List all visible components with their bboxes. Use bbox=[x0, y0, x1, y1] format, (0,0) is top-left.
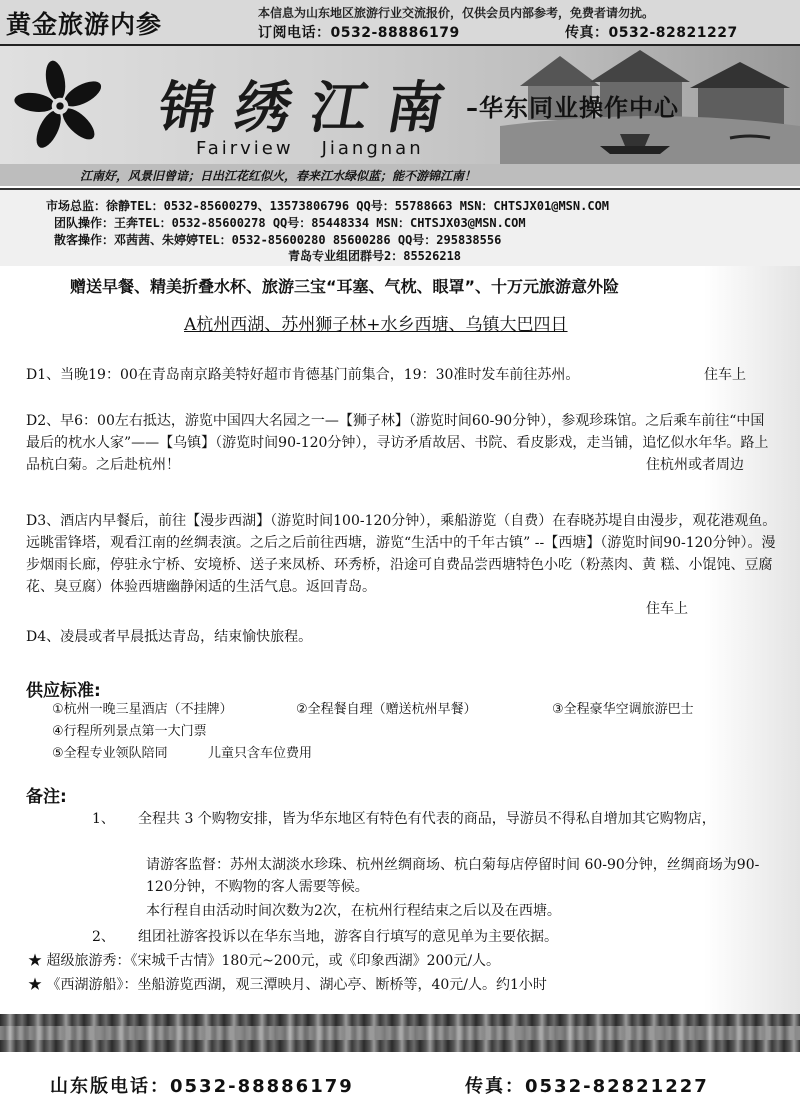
note-2-number: 2、 bbox=[92, 929, 115, 945]
brand-title: 黄金旅游内参 bbox=[6, 10, 163, 39]
notes-heading: 备注: bbox=[26, 787, 67, 807]
banner bbox=[0, 46, 800, 186]
supply-item-6: 儿童只含车位费用 bbox=[208, 746, 313, 761]
footer-fax: 传真：0532-82821227 bbox=[465, 1076, 709, 1097]
supply-item-4: ④行程所列景点第一大门票 bbox=[52, 724, 207, 739]
note-1-text: 全程共 3 个购物安排，皆为华东地区有特色有代表的商品，导游员不得私自增加其它购物店， bbox=[138, 811, 716, 827]
route-title: A杭州西湖、苏州狮子林+水乡西塘、乌镇大巴四日 bbox=[184, 315, 568, 335]
contact-line-market: 市场总监：徐静TEL：0532-85600279、13573806796 QQ号：55788663 MSN：CHTSJX01@MSN.COM bbox=[46, 199, 610, 213]
gifts-line: 赠送早餐、精美折叠水杯、旅游三宝“耳塞、气枕、眼罩”、十万元旅游意外险 bbox=[70, 277, 620, 296]
contact-block bbox=[0, 188, 800, 268]
flower-logo-icon bbox=[14, 60, 106, 152]
calligraphy-title: 锦绣江南 bbox=[153, 75, 470, 141]
day-3 bbox=[26, 510, 778, 617]
day-1-stay: 住车上 bbox=[704, 367, 746, 383]
note-1-number: 1、 bbox=[92, 811, 115, 827]
supply-item-5: ⑤全程专业领队陪同 bbox=[52, 746, 168, 761]
contact-line-group: 青岛专业组团群号2：85526218 bbox=[288, 249, 462, 263]
supply-item-3: ③全程豪华空调旅游巴士 bbox=[552, 702, 694, 717]
supply-item-1: ①杭州一晚三星酒店（不挂牌） bbox=[52, 702, 233, 717]
supply-heading: 供应标准: bbox=[26, 681, 101, 701]
day-4: D4、凌晨或者早晨抵达青岛，结束愉快旅程。 bbox=[26, 629, 313, 645]
day-3-text: D3、酒店内早餐后，前往【漫步西湖】（游览时间100-120分钟），乘船游览（自费）在春晓苏堤自由漫步，观花港观鱼。远眺雷锋塔，观看江南的丝绸表演。之后之后前往西塘，游览“生活中的千年古镇” --【西塘】（游览时间90-120分钟）。漫步烟雨长廊，停驻永宁桥、安境桥、送子来凤桥、环秀桥，沿途可自费品尝西塘特色小吃（粉蒸肉、黄 糕、小馄饨、豆腐花、臭豆腐）体验西塘幽静闲适的生活气息。返回青岛。 bbox=[26, 513, 777, 595]
member-notice: 本信息为山东地区旅游行业交流报价，仅供会员内部参考，免费者请勿扰。 bbox=[258, 6, 655, 20]
decorative-border bbox=[0, 1014, 800, 1052]
banner-subtitle: –华东同业操作中心 bbox=[466, 94, 679, 122]
slogan: 江南好，风景旧曾谙；日出江花红似火，春来江水绿似蓝；能不游锦江南！ bbox=[80, 169, 477, 183]
fax-number: 传真：0532-82821227 bbox=[565, 25, 738, 41]
contact-line-team: 团队操作：王奔TEL：0532-85600278 QQ号：85448334 MSN：CHTSJX03@MSN.COM bbox=[54, 216, 526, 230]
english-title bbox=[196, 138, 424, 159]
day-1 bbox=[26, 364, 782, 386]
supply-item-2: ②全程餐自理（赠送杭州早餐） bbox=[296, 702, 477, 717]
footer bbox=[0, 1052, 800, 1100]
note-1-sub-2: 本行程自由活动时间次数为2次，在杭州行程结束之后以及在西塘。 bbox=[146, 903, 561, 919]
note-star-2: ★ 《西湖游船》：坐船游览西湖，观三潭映月、湖心亭、断桥等，40元/人。约1小时 bbox=[28, 977, 547, 993]
note-star-1: ★ 超级旅游秀：《宋城千古情》180元~200元，或《印象西湖》200元/人。 bbox=[28, 953, 501, 969]
english-title-left: Fairview bbox=[196, 138, 294, 159]
subscription-phone: 订阅电话：0532-88886179 bbox=[258, 25, 460, 41]
day-2-stay: 住杭州或者周边 bbox=[646, 457, 744, 473]
english-title-right: Jiangnan bbox=[321, 138, 424, 159]
day-2-text: D2、早6：00左右抵达，游览中国四大名园之一—【狮子林】（游览时间60-90分钟），参观珍珠馆。之后乘车前往“中国最后的枕水人家”——【乌镇】（游览时间90-120分钟），寻访矛盾故居、书院、看皮影戏，走当铺，追忆似水年华。路上品杭白菊。之后赴杭州！ bbox=[26, 413, 769, 473]
note-2-text: 组团社游客投诉以在华东当地，游客自行填写的意见单为主要依据。 bbox=[138, 929, 558, 945]
day-2 bbox=[26, 410, 778, 476]
footer-phone: 山东版电话：0532-88886179 bbox=[50, 1076, 354, 1097]
note-1-sub-1: 请游客监督：苏州太湖淡水珍珠、杭州丝绸商场、杭白菊每店停留时间 60-90分钟，丝绸商场为90-120分钟，不购物的客人需要等候。 bbox=[146, 857, 760, 895]
day-1-text: D1、当晚19：00在青岛南京路美特好超市肯德基门前集合，19：30准时发车前往苏州。 bbox=[26, 367, 580, 383]
itinerary-content bbox=[0, 266, 800, 1014]
contact-line-individual: 散客操作：邓茜茜、朱婷婷TEL：0532-85600280 85600286 QQ号：295838556 bbox=[54, 233, 502, 247]
day-3-stay: 住车上 bbox=[646, 601, 688, 617]
top-bar bbox=[0, 0, 800, 46]
